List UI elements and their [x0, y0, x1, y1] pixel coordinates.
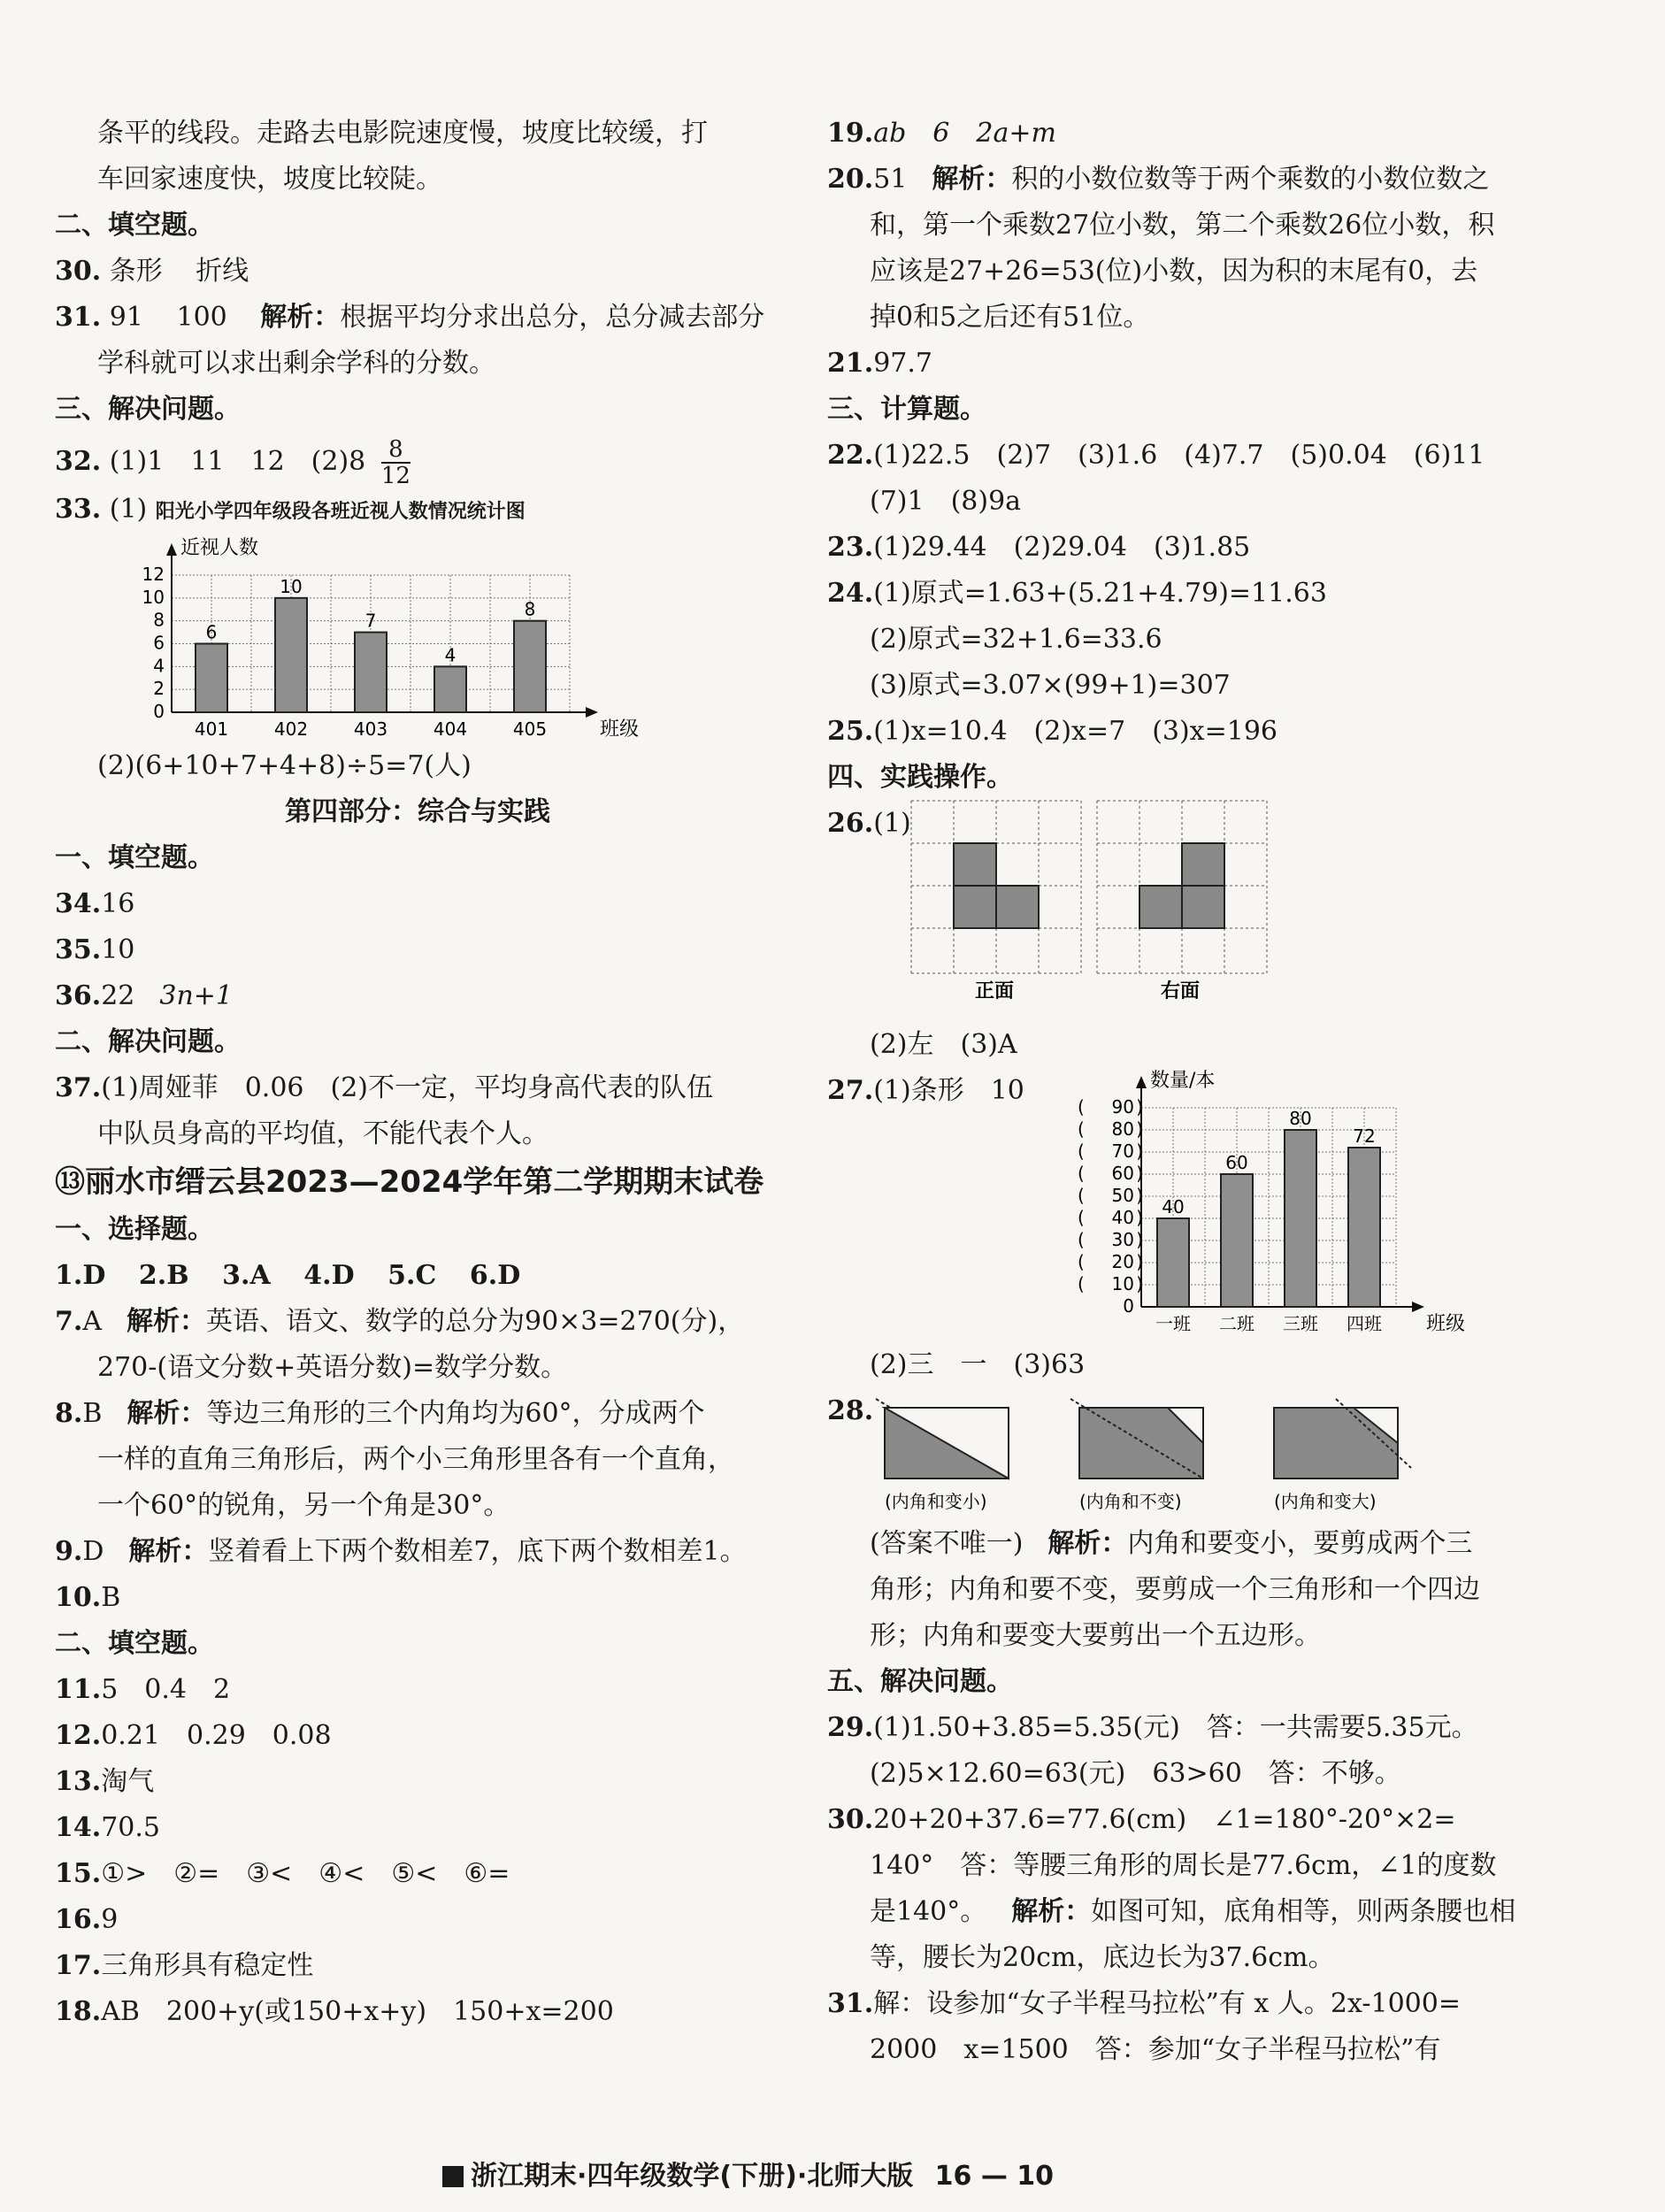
answer-value: D [82, 1536, 104, 1567]
question-number: 9. [55, 1536, 83, 1567]
y-tick-label: 12 [142, 564, 165, 585]
answer-value: 三角形具有稳定性 [101, 1950, 314, 1981]
analysis-text: 等边三角形的三个内角均为60°，分成两个 [206, 1398, 705, 1429]
bar-value-label: 10 [280, 575, 303, 597]
question-number: 32. [55, 446, 102, 477]
x-tick-label: 一班 [1155, 1313, 1191, 1334]
question-number: 27. [827, 1075, 874, 1106]
answer-9 [55, 1529, 780, 1575]
answer-value: (答案不唯一) [870, 1528, 1024, 1559]
answer-value: 9 [101, 1904, 119, 1935]
question-number: 24. [827, 578, 874, 609]
x-tick-label: 403 [353, 718, 388, 740]
question-number: 12. [55, 1720, 102, 1751]
answer-19 [827, 111, 1548, 157]
answer-26 [827, 801, 911, 847]
question-number: 7. [55, 1306, 83, 1337]
question-number: 11. [55, 1674, 102, 1705]
chart-title: 阳光小学四年级段各班近视人数情况统计图 [155, 501, 526, 523]
section-heading: 一、填空题。 [55, 842, 214, 873]
x-tick-label: 405 [512, 718, 548, 740]
question-number: 22. [827, 440, 874, 471]
text-line: 140° 答：等腰三角形的周长是77.6cm，∠1的度数 [870, 1850, 1497, 1881]
answer-13 [55, 1759, 780, 1805]
question-number: 37. [55, 1072, 102, 1103]
answer-25 [827, 709, 1548, 755]
cube-face [954, 886, 996, 928]
answer-28-figures [827, 1388, 1548, 1521]
y-tick-bracket: ) [1136, 1163, 1143, 1184]
y-tick-bracket: ( [1078, 1207, 1085, 1228]
answer-value: 3n+1 [159, 980, 234, 1011]
bar [434, 666, 466, 712]
section-heading: 四、实践操作。 [827, 762, 1013, 793]
answer-value: 20+20+37.6=77.6(cm) ∠1=180°-20°×2= [873, 1804, 1456, 1835]
three-view-diagram [911, 801, 1292, 1022]
answer-30-analysis [827, 1889, 1548, 1935]
cube-face [1182, 886, 1224, 928]
answer-value: (1)x=10.4 (2)x=7 (3)x=196 [873, 716, 1278, 747]
answer-32 [55, 433, 780, 491]
answer-27 [827, 1068, 1024, 1114]
answer-value: A [82, 1306, 102, 1337]
y-tick-bracket: ) [1136, 1096, 1143, 1118]
answer-value: B [82, 1398, 103, 1429]
answer-18 [55, 1989, 780, 2035]
y-tick-label: 10 [1111, 1273, 1134, 1294]
footer-text: 浙江期末·四年级数学(下册)·北师大版 [471, 2161, 914, 2192]
question-number: 15. [55, 1858, 102, 1889]
question-number: 29. [827, 1712, 874, 1743]
question-number: 18. [55, 1996, 102, 2027]
analysis-text: 内角和要变小，要剪成两个三 [1127, 1528, 1473, 1559]
answer-value: ab 6 2a+m [873, 118, 1056, 149]
section-heading: 一、选择题。 [55, 1214, 214, 1245]
answer-value: (1) [109, 494, 148, 525]
rectangle-cut-smaller [876, 1399, 1009, 1512]
text-line: 2000 x=1500 答：参加“女子半程马拉松”有 [870, 2034, 1441, 2065]
text-line: 掉0和5之后还有51位。 [870, 302, 1150, 333]
question-number: 36. [55, 980, 102, 1011]
text-line: 车回家速度快，坡度比较陡。 [97, 164, 442, 195]
bar [514, 621, 546, 712]
answer-value: ①> ②= ③< ④< ⑤< ⑥= [101, 1858, 510, 1889]
question-number: 20. [827, 164, 874, 195]
cut-rectangles-diagram [876, 1388, 1477, 1521]
rectangle-cut-larger [1274, 1399, 1411, 1512]
y-tick-label: 20 [1111, 1251, 1134, 1272]
text-line: (7)1 (8)9a [870, 486, 1022, 517]
text-line: (3)原式=3.07×(99+1)=307 [870, 670, 1231, 701]
question-number: 21. [827, 348, 874, 379]
y-tick-label: 80 [1111, 1118, 1134, 1140]
bar-value-label: 60 [1225, 1152, 1248, 1173]
answer-26-views [827, 801, 1548, 1022]
question-number: 35. [55, 934, 102, 965]
x-tick-label: 三班 [1283, 1313, 1318, 1334]
text-line: 和，第一个乘数27位小数，第二个乘数26位小数，积 [870, 210, 1495, 241]
x-tick-label: 402 [273, 718, 309, 740]
choice-answer: 6.D [469, 1260, 521, 1291]
answer-value: 淘气 [101, 1766, 155, 1797]
answer-35 [55, 927, 780, 973]
text-line: (2)三 一 (3)63 [870, 1349, 1086, 1380]
text-line: 形；内角和要变大要剪出一个五边形。 [870, 1620, 1321, 1651]
answer-value: (1)原式=1.63+(5.21+4.79)=11.63 [873, 578, 1327, 609]
y-tick-label: 60 [1111, 1163, 1134, 1184]
answer-20 [827, 157, 1548, 203]
y-tick-bracket: ( [1078, 1251, 1085, 1272]
view-label: 正面 [975, 980, 1015, 1002]
page-footer [442, 2159, 1054, 2194]
view-label: 右面 [1161, 980, 1201, 1002]
question-number: 16. [55, 1904, 102, 1935]
x-tick-label: 四班 [1347, 1313, 1382, 1334]
y-tick-label: 4 [153, 655, 165, 677]
analysis-label: 解析： [932, 164, 1012, 195]
analysis-label: 解析： [1011, 1896, 1092, 1927]
answer-value: 16 [101, 888, 135, 919]
answer-12 [55, 1713, 780, 1759]
analysis-text: 积的小数位数等于两个乘数的小数位数之 [1011, 164, 1490, 195]
answer-value: (1)条形 10 [873, 1075, 1024, 1106]
answer-17 [55, 1943, 780, 1989]
answer-24 [827, 571, 1548, 617]
question-number: 31. [55, 302, 102, 333]
y-tick-bracket: ( [1078, 1118, 1085, 1140]
y-tick-label: 50 [1111, 1185, 1134, 1206]
question-number: 31. [827, 1988, 874, 2019]
y-tick-bracket: ) [1136, 1229, 1143, 1250]
bar [1157, 1218, 1189, 1307]
choice-answer: 1.D [55, 1260, 106, 1291]
question-number: 13. [55, 1766, 102, 1797]
left-column [55, 111, 780, 2035]
answer-value: 0.21 0.29 0.08 [101, 1720, 332, 1751]
y-tick-label: 30 [1111, 1229, 1134, 1250]
cube-face [1139, 886, 1182, 928]
y-tick-label: 6 [153, 632, 165, 654]
answer-value: AB 200+y(或150+x+y) 150+x=200 [101, 1996, 614, 2027]
answer-value: (1)29.44 (2)29.04 (3)1.85 [873, 532, 1251, 563]
y-tick-bracket: ( [1078, 1229, 1085, 1250]
y-tick-bracket: ) [1136, 1118, 1143, 1140]
cube-face [1182, 843, 1224, 886]
answer-value: 100 [176, 302, 227, 333]
answer-37 [55, 1065, 780, 1111]
x-tick-label: 404 [433, 718, 468, 740]
fraction-denominator: 12 [380, 463, 410, 489]
answer-22 [827, 433, 1548, 479]
analysis-text: 根据平均分求出总分，总分减去部分 [340, 302, 765, 333]
y-axis-label: 数量/本 [1150, 1070, 1216, 1092]
text-line: 270-(语文分数+英语分数)=数学分数。 [97, 1352, 568, 1383]
section-heading: 三、计算题。 [827, 394, 986, 425]
answer-16 [55, 1897, 780, 1943]
answer-value: 70.5 [101, 1812, 160, 1843]
y-tick-bracket: ) [1136, 1141, 1143, 1162]
answer-7 [55, 1299, 780, 1345]
page-number: 16 — 10 [934, 2161, 1055, 2192]
answer-30 [55, 249, 780, 295]
y-tick-label: 40 [1111, 1207, 1134, 1228]
question-number: 19. [827, 118, 874, 149]
figure-caption: (内角和变大) [1274, 1491, 1377, 1512]
section-heading: 二、解决问题。 [55, 1026, 241, 1057]
x-axis-label: 班级 [1426, 1313, 1466, 1335]
bar-value-label: 8 [524, 598, 536, 620]
bar-value-label: 7 [364, 610, 377, 632]
answer-21 [827, 341, 1548, 387]
question-number: 17. [55, 1950, 102, 1981]
answer-value: 5 0.4 2 [101, 1674, 231, 1705]
question-number: 14. [55, 1812, 102, 1843]
y-tick-bracket: ( [1078, 1163, 1085, 1184]
answer-value: (1)1 11 12 (2)8 [109, 446, 366, 477]
fraction [381, 437, 410, 488]
answer-23 [827, 525, 1548, 571]
answer-29 [827, 1705, 1548, 1751]
text-line: (2)5×12.60=63(元) 63>60 答：不够。 [870, 1758, 1401, 1789]
answer-10 [55, 1575, 780, 1621]
question-number: 30. [55, 256, 102, 287]
question-number: 25. [827, 716, 874, 747]
section-heading: 三、解决问题。 [55, 394, 241, 425]
text-line: 中队员身高的平均值，不能代表个人。 [97, 1118, 549, 1149]
y-tick-label: 8 [153, 609, 165, 631]
answer-14 [55, 1805, 780, 1851]
answers-1-6 [55, 1253, 780, 1299]
answer-value: 91 [109, 302, 143, 333]
choice-answer: 5.C [387, 1260, 437, 1291]
choice-answer: 4.D [303, 1260, 355, 1291]
y-tick-label: 90 [1111, 1096, 1134, 1118]
choice-answer: 2.B [138, 1260, 189, 1291]
text-line: 学科就可以求出剩余学科的分数。 [97, 348, 495, 379]
answer-33 [55, 491, 780, 531]
answer-value: (1) [873, 808, 911, 839]
right-column [827, 111, 1548, 2073]
y-tick-bracket: ) [1136, 1207, 1143, 1228]
answer-value: 51 [873, 164, 908, 195]
x-axis-arrow [1412, 1302, 1424, 1312]
x-axis-label: 班级 [600, 718, 640, 741]
rectangle-cut-same [1070, 1399, 1203, 1512]
bar-value-label: 72 [1353, 1125, 1376, 1147]
answer-value: 是140°。 [870, 1896, 987, 1927]
answer-value: B [101, 1582, 121, 1613]
text-line: 应该是27+26=53(位)小数，因为积的末尾有0，去 [870, 256, 1478, 287]
fraction-numerator: 8 [381, 437, 410, 464]
answer-value: 97.7 [873, 348, 932, 379]
analysis-label: 解析： [127, 1306, 206, 1337]
y-axis-arrow [1136, 1076, 1147, 1088]
front-view [911, 801, 1081, 1002]
answer-11 [55, 1667, 780, 1713]
exam-title: ⑬丽水市缙云县2023—2024学年第二学期期末试卷 [55, 1164, 764, 1200]
answer-31 [55, 295, 780, 341]
y-tick-bracket: ) [1136, 1185, 1143, 1206]
answer-8 [55, 1391, 780, 1437]
y-tick-bracket: ( [1078, 1273, 1085, 1294]
answer-value: (1)22.5 (2)7 (3)1.6 (4)7.7 (5)0.04 (6)11 [873, 440, 1485, 471]
y-tick-label: 0 [153, 701, 165, 722]
answer-15 [55, 1851, 780, 1897]
bar [1221, 1174, 1253, 1307]
y-tick-bracket: ) [1136, 1251, 1143, 1272]
text-line: 一样的直角三角形后，两个小三角形里各有一个直角， [97, 1444, 734, 1475]
y-tick-label: 2 [153, 678, 165, 700]
bar [196, 644, 227, 713]
text-line: 角形；内角和要不变，要剪成一个三角形和一个四边 [870, 1574, 1480, 1605]
cube-face [954, 843, 996, 886]
y-tick-bracket: ) [1136, 1273, 1143, 1294]
y-axis-arrow [166, 543, 177, 556]
question-number: 10. [55, 1582, 102, 1613]
answer-value: 条形 [109, 256, 163, 287]
y-tick-label: 0 [1123, 1295, 1134, 1317]
answer-36 [55, 973, 780, 1019]
answer-value: 22 [101, 980, 135, 1011]
y-tick-bracket: ( [1078, 1096, 1085, 1118]
footer-square-icon [442, 2166, 464, 2187]
section-heading: 二、填空题。 [55, 1628, 214, 1659]
side-view [1097, 801, 1267, 1002]
section-heading: 五、解决问题。 [827, 1666, 1013, 1697]
answer-value: 10 [101, 934, 135, 965]
text-line: 一个60°的锐角，另一个角是30°。 [97, 1490, 510, 1521]
bar [1348, 1148, 1380, 1307]
text-line: (2)原式=32+1.6=33.6 [870, 624, 1162, 655]
y-tick-label: 70 [1111, 1141, 1134, 1162]
question-number: 34. [55, 888, 102, 919]
answer-31 [827, 1981, 1548, 2027]
question-number: 33. [55, 494, 102, 525]
answer-34 [55, 881, 780, 927]
answer-value: (1)1.50+3.85=5.35(元) 答：一共需要5.35元。 [873, 1712, 1478, 1743]
y-tick-bracket: ( [1078, 1185, 1085, 1206]
y-tick-label: 10 [142, 586, 165, 608]
answer-30 [827, 1797, 1548, 1843]
choice-answer: 3.A [222, 1260, 271, 1291]
y-axis-label: 近视人数 [180, 537, 259, 559]
bar-value-label: 40 [1162, 1196, 1185, 1217]
text-line: (2)左 (3)A [870, 1029, 1017, 1060]
question-number: 30. [827, 1804, 874, 1835]
bar-value-label: 6 [205, 621, 218, 643]
cube-face [996, 886, 1039, 928]
analysis-text: 英语、语文、数学的总分为90×3=270(分)， [206, 1306, 745, 1337]
answer-value: 折线 [196, 256, 249, 287]
analysis-label: 解析： [260, 302, 341, 333]
question-number: 8. [55, 1398, 83, 1429]
text-line: (2)(6+10+7+4+8)÷5=7(人) [97, 750, 472, 781]
figure-caption: (内角和不变) [1079, 1491, 1182, 1512]
question-number: 26. [827, 808, 874, 839]
answer-value: (1)周娅菲 0.06 (2)不一定，平均身高代表的队伍 [101, 1072, 713, 1103]
bar-value-label: 4 [444, 644, 457, 666]
bar [355, 633, 387, 712]
part-heading: 第四部分：综合与实践 [285, 796, 550, 827]
x-tick-label: 二班 [1219, 1313, 1255, 1334]
analysis-label: 解析： [1047, 1528, 1128, 1559]
answer-28-text [827, 1521, 1548, 1567]
x-axis-arrow [586, 707, 598, 718]
question-number: 23. [827, 532, 874, 563]
figure-caption: (内角和变小) [885, 1491, 987, 1512]
bar [1285, 1130, 1316, 1307]
x-tick-label: 401 [194, 718, 229, 740]
analysis-text: 如图可知，底角相等，则两条腰也相 [1091, 1896, 1516, 1927]
bar-chart-books [1070, 1068, 1486, 1342]
answer-28 [827, 1388, 873, 1434]
analysis-label: 解析： [127, 1398, 207, 1429]
section-heading: 二、填空题。 [55, 210, 214, 241]
text-line: 条平的线段。走路去电影院速度慢，坡度比较缓，打 [97, 118, 708, 149]
question-number: 28. [827, 1395, 874, 1426]
answer-value: 解：设参加“女子半程马拉松”有 x 人。2x-1000= [873, 1988, 1461, 2019]
text-line: 等，腰长为20cm，底边长为37.6cm。 [870, 1942, 1335, 1973]
answer-27-block [827, 1068, 1548, 1342]
bar-chart-myopia [127, 531, 640, 743]
analysis-label: 解析： [128, 1536, 209, 1567]
bar-value-label: 80 [1289, 1108, 1312, 1129]
bar [275, 598, 307, 712]
y-tick-bracket: ( [1078, 1141, 1085, 1162]
analysis-text: 竖着看上下两个数相差7，底下两个数相差1。 [208, 1536, 747, 1567]
